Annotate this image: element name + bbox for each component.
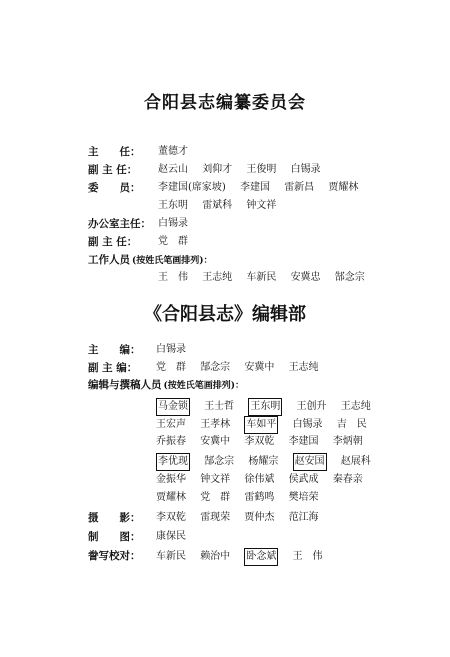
row-names	[156, 342, 197, 358]
person-name: 钟文祥	[200, 474, 231, 485]
person-name: 王志纯	[340, 401, 371, 412]
person-name: 白锡录	[156, 344, 186, 355]
row-label-text: 编辑与撰稿人员	[88, 379, 162, 391]
person-name: 王东明	[248, 398, 282, 416]
person-name: 党 群	[156, 362, 186, 373]
row-names	[158, 270, 376, 286]
person-name: 康保民	[156, 531, 186, 542]
person-name: 秦春亲	[332, 474, 363, 485]
row-label: 副 主 编：	[88, 362, 138, 374]
row-names	[156, 529, 197, 545]
person-name: 车新民	[246, 272, 277, 283]
row-names	[158, 180, 369, 196]
row-names	[156, 398, 382, 416]
person-name: 李建国	[288, 436, 319, 447]
person-name: 安冀中	[244, 362, 275, 373]
row-label: 主 任：	[88, 146, 141, 158]
person-name: 安冀忠	[290, 272, 321, 283]
person-name: 范江海	[288, 512, 319, 523]
person-name: 王 伟	[292, 551, 323, 562]
row-names	[156, 510, 330, 526]
person-name: 雷新昌	[284, 182, 315, 193]
person-name: 李建国(席家坡)	[158, 182, 226, 193]
person-name: 樊培荣	[288, 492, 319, 503]
person-name: 党 群	[200, 492, 231, 503]
sort-note: (按姓氏笔画排列)：	[132, 256, 213, 266]
person-name: 车如平	[244, 416, 278, 434]
person-name: 王志纯	[288, 362, 319, 373]
person-name: 雷斌科	[202, 200, 233, 211]
person-name: 赵安国	[293, 453, 327, 471]
row-names	[158, 234, 199, 250]
row-label: 誊写校对：	[88, 550, 141, 562]
person-name: 李双乾	[156, 512, 186, 523]
person-name: 王宏声	[156, 419, 186, 430]
person-name: 杨耀宗	[248, 456, 279, 467]
person-name: 安冀中	[200, 436, 231, 447]
person-name: 赵云山	[158, 164, 188, 175]
editorial-title: 《合阳县志》编辑部	[144, 304, 306, 325]
person-name: 吉 民	[336, 419, 367, 430]
person-name: 卧念斌	[244, 548, 278, 566]
person-name: 党 群	[158, 236, 188, 247]
row-names	[156, 548, 334, 566]
person-name: 王创升	[296, 401, 327, 412]
person-name: 王俊明	[246, 164, 277, 175]
row-names	[156, 472, 374, 488]
row-label	[88, 377, 244, 394]
row-label: 摄 影：	[88, 512, 141, 524]
person-name: 董德才	[158, 146, 188, 157]
person-name: 王士哲	[204, 401, 235, 412]
person-name: 侯武成	[288, 474, 319, 485]
row-label: 委 员：	[88, 182, 141, 194]
person-name: 白锡录	[158, 218, 188, 229]
person-name: 郜念宗	[334, 272, 365, 283]
person-name: 乔振春	[156, 436, 186, 447]
person-name: 贾耀林	[156, 492, 186, 503]
person-name: 刘仰才	[202, 164, 233, 175]
row-names	[156, 490, 330, 506]
row-names	[158, 198, 287, 214]
person-name: 王东明	[158, 200, 188, 211]
row-label: 副 主 任：	[88, 236, 138, 248]
person-name: 王孝林	[200, 419, 231, 430]
row-label: 制 图：	[88, 531, 141, 543]
row-names	[158, 144, 199, 160]
sort-note: (按姓氏笔画排列)：	[163, 381, 245, 391]
row-label: 主 编：	[88, 344, 141, 356]
row-names	[156, 360, 330, 376]
row-label-text: 工作人员	[88, 254, 130, 266]
person-name: 徐伟斌	[244, 474, 275, 485]
person-name: 雷现荣	[200, 512, 231, 523]
person-name: 郜念宗	[200, 362, 231, 373]
person-name: 雷鹤鸣	[244, 492, 275, 503]
person-name: 马金锁	[156, 398, 190, 416]
row-label: 办公室主任：	[88, 218, 151, 230]
person-name: 白锡录	[292, 419, 323, 430]
person-name: 贾耀林	[328, 182, 359, 193]
person-name: 白锡录	[290, 164, 321, 175]
person-name: 李双乾	[244, 436, 275, 447]
committee-title: 合阳县志编纂委员会	[144, 93, 306, 113]
person-name: 贾仲杰	[244, 512, 275, 523]
row-label: 副 主 任：	[88, 164, 138, 176]
person-name: 王 伟	[158, 272, 188, 283]
person-name: 李炳朝	[332, 436, 363, 447]
person-name: 李建国	[240, 182, 270, 193]
person-name: 赖治中	[200, 551, 231, 562]
person-name: 郜念宗	[204, 456, 235, 467]
row-names	[156, 434, 374, 450]
row-label	[88, 252, 213, 269]
row-names	[158, 216, 199, 232]
person-name: 车新民	[156, 551, 186, 562]
person-name: 李优现	[156, 453, 190, 471]
person-name: 赵展科	[340, 456, 371, 467]
row-names	[156, 416, 378, 434]
row-names	[158, 162, 332, 178]
row-names	[156, 453, 382, 471]
person-name: 金振华	[156, 474, 186, 485]
person-name: 王志纯	[202, 272, 233, 283]
person-name: 钟文祥	[246, 200, 277, 211]
